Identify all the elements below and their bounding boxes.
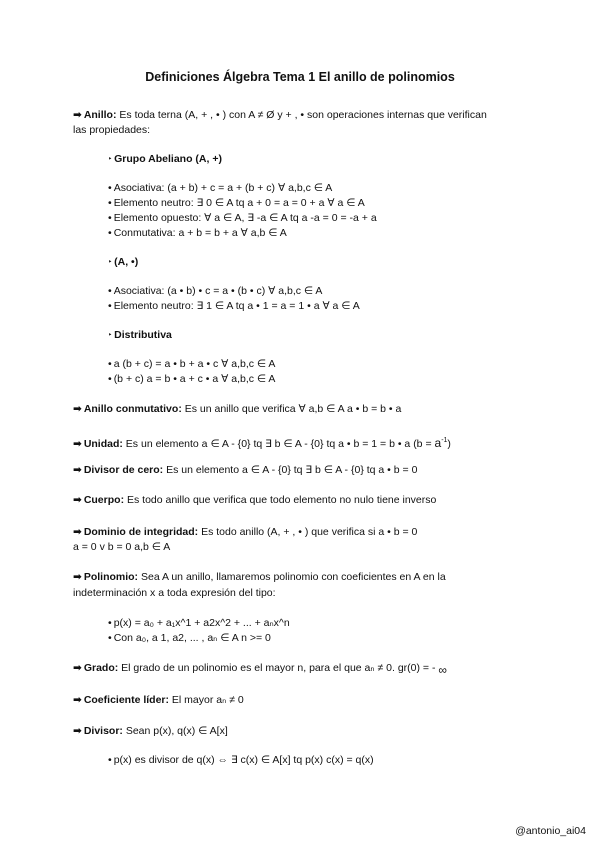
arrow-right-icon: ➡ [73,571,82,583]
arrow-right-icon: ➡ [73,725,82,737]
list-item: • (b + c) a = b • a + c • a ∀ a,b,c ∈ A [108,373,276,385]
bullet-icon: • [108,373,112,385]
bullet-icon: • [108,632,112,644]
bullet-icon: • [108,182,112,194]
triangle-bullet-icon: ‣ [108,259,113,266]
list-item: • Elemento neutro: ∃ 0 ∈ A tq a + 0 = a = 0 + a ∀ a ∈ A [108,197,365,209]
bullet-icon: • [108,285,112,297]
anillo-definition [73,108,533,123]
coeficiente-lider-definition: ➡ Coeficiente líder: El mayor aₙ ≠ 0 [73,694,244,706]
author-signature: @antonio_ai04 [515,825,586,837]
divisor-definition: ➡ Divisor: Sean p(x), q(x) ∈ A[x] [73,725,228,737]
bullet-icon: • [108,212,112,224]
grupo-abeliano-heading: ‣ Grupo Abeliano (A, +) [108,153,222,165]
cuerpo-definition: ➡ Cuerpo: Es todo anillo que verifica que todo elemento no nulo tiene inverso [73,494,437,506]
bullet-icon: • [108,754,112,766]
unidad-definition: ➡ Unidad: Es un elemento a ∈ A - {0} tq ∃ b ∈ A - {0} tq a • b = 1 = b • a $(b = a^{-1})$ [73,436,451,450]
infinity-symbol: ∞ [438,663,447,677]
bullet-icon: • [108,227,112,239]
anillo-text-cont: las propiedades: [73,124,151,136]
arrow-right-icon: ➡ [73,464,82,476]
divisor-cero-definition: ➡ Divisor de cero: Es un elemento a ∈ A - {0} tq ∃ b ∈ A - {0} tq a • b = 0 [73,464,418,476]
bullet-icon: • [108,617,112,629]
list-item: • Asociativa: (a + b) + c = a + (b + c) ∀ a,b,c ∈ A [108,182,333,194]
distributiva-heading: ‣ Distributiva [108,329,172,341]
anillo-text: Es toda terna (A, + , • ) con A ≠ Ø y + , • son operaciones internas que verifican [116,109,487,121]
arrow-right-icon: ➡ [73,526,82,538]
producto-heading: ‣ (A, •) [108,256,139,268]
page-title: Definiciones Álgebra Tema 1 El anillo de polinomios [145,70,455,84]
arrow-right-icon: ➡ [73,494,82,506]
anillo-term: Anillo: [83,109,117,121]
bullet-icon: • [108,300,112,312]
list-item: • p(x) es divisor de q(x) ⇔ ∃ c(x) ∈ A[x] tq p(x) c(x) = q(x) [108,754,374,766]
list-item: • p(x) = a₀ + a₁x^1 + a2x^2 + ... + aₙx^n [108,617,290,629]
arrow-right-icon: ➡ [73,403,82,415]
dominio-text-cont: a = 0 v b = 0 a,b ∈ A [73,541,171,553]
list-item: • Elemento neutro: ∃ 1 ∈ A tq a • 1 = a = 1 • a ∀ a ∈ A [108,300,360,312]
arrow-right-icon: ➡ [73,109,82,121]
list-item: • Conmutativa: a + b = b + a ∀ a,b ∈ A [108,227,287,239]
grado-definition: ➡ Grado: El grado de un polinomio es el mayor n, para el que aₙ ≠ 0. gr(0) = - ∞ [73,662,447,677]
triangle-bullet-icon: ‣ [108,156,113,163]
list-item: • Con a₀, a 1, a2, ... , aₙ ∈ A n >= 0 [108,632,271,644]
dominio-definition: ➡ Dominio de integridad: Es todo anillo (A, + , • ) que verifica si a • b = 0 [73,526,418,538]
polinomio-text-cont: indeterminación x a toda expresión del tipo: [73,587,276,599]
list-item: • Elemento opuesto: ∀ a ∈ A, ∃ -a ∈ A tq a -a = 0 = -a + a [108,212,377,224]
polinomio-definition: ➡ Polinomio: Sea A un anillo, llamaremos polinomio con coeficientes en A en la [73,571,446,583]
list-item: • Asociativa: (a • b) • c = a • (b • c) ∀ a,b,c ∈ A [108,285,323,297]
anillo-conmutativo-definition: ➡ Anillo conmutativo: Es un anillo que verifica ∀ a,b ∈ A a • b = b • a [73,403,402,415]
arrow-right-icon: ➡ [73,438,82,450]
arrow-right-icon: ➡ [73,694,82,706]
bullet-icon: • [108,358,112,370]
triangle-bullet-icon: ‣ [108,332,113,339]
arrow-right-icon: ➡ [73,662,82,674]
bullet-icon: • [108,197,112,209]
list-item: • a (b + c) = a • b + a • c ∀ a,b,c ∈ A [108,358,276,370]
